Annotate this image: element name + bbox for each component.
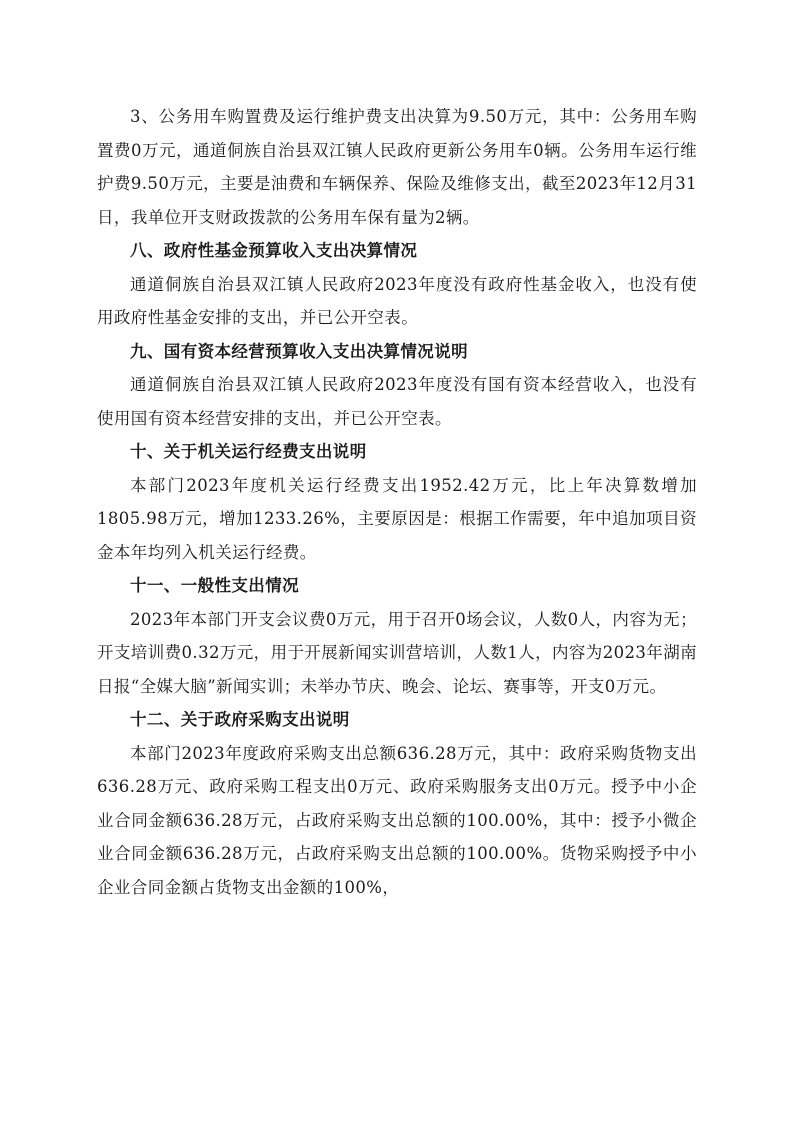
government-fund-paragraph: 通道侗族自治县双江镇人民政府2023年度没有政府性基金收入，也没有使用政府性基金安排的支出，并已公开空表。 (97, 274, 697, 327)
state-capital-paragraph: 通道侗族自治县双江镇人民政府2023年度没有国有资本经营收入，也没有使用国有资本经营安排的支出，并已公开空表。 (97, 375, 697, 428)
procurement-paragraph: 本部门2023年度政府采购支出总额636.28万元，其中：政府采购货物支出636.28万元、政府采购工程支出0万元、政府采购服务支出0万元。授予中小企业合同金额636.28万元，占政府采购支出总额的100.00%，其中：授予小微企业合同金额636.28万元，占政府采购支出总额的100.00%。货物采购授予中小企业合同金额占货物支出金额的100%， (97, 743, 697, 897)
section-10-heading: 十、关于机关运行经费支出说明 (130, 442, 367, 461)
section-11-heading: 十一、一般性支出情况 (130, 576, 299, 595)
operating-expense-paragraph: 本部门2023年度机关运行经费支出1952.42万元，比上年决算数增加1805.98万元，增加1233.26%，主要原因是：根据工作需要，年中追加项目资金本年均列入机关运行经费。 (97, 475, 697, 562)
section-9-heading: 九、国有资本经营预算收入支出决算情况说明 (130, 341, 468, 361)
section-8-heading: 八、政府性基金预算收入支出决算情况 (130, 241, 418, 260)
vehicle-expense-paragraph: 3、公务用车购置费及运行维护费支出决算为9.50万元，其中：公务用车购置费0万元，通道侗族自治县双江镇人民政府更新公务用车0辆。公务用车运行维护费9.50万元，主要是油费和车辆保养、保险及维修支出，截至2023年12月31日，我单位开支财政拨款的公务用车保有量为2辆。 (97, 107, 697, 227)
general-expense-paragraph: 2023年本部门开支会议费0万元，用于召开0场会议，人数0人，内容为无；开支培训费0.32万元，用于开展新闻实训营培训，人数1人，内容为2023年湖南日报“全媒大脑”新闻实训；未举办节庆、晚会、论坛、赛事等，开支0万元。 (97, 609, 697, 696)
section-12-heading: 十二、关于政府采购支出说明 (130, 710, 350, 729)
document-page (97, 100, 697, 904)
